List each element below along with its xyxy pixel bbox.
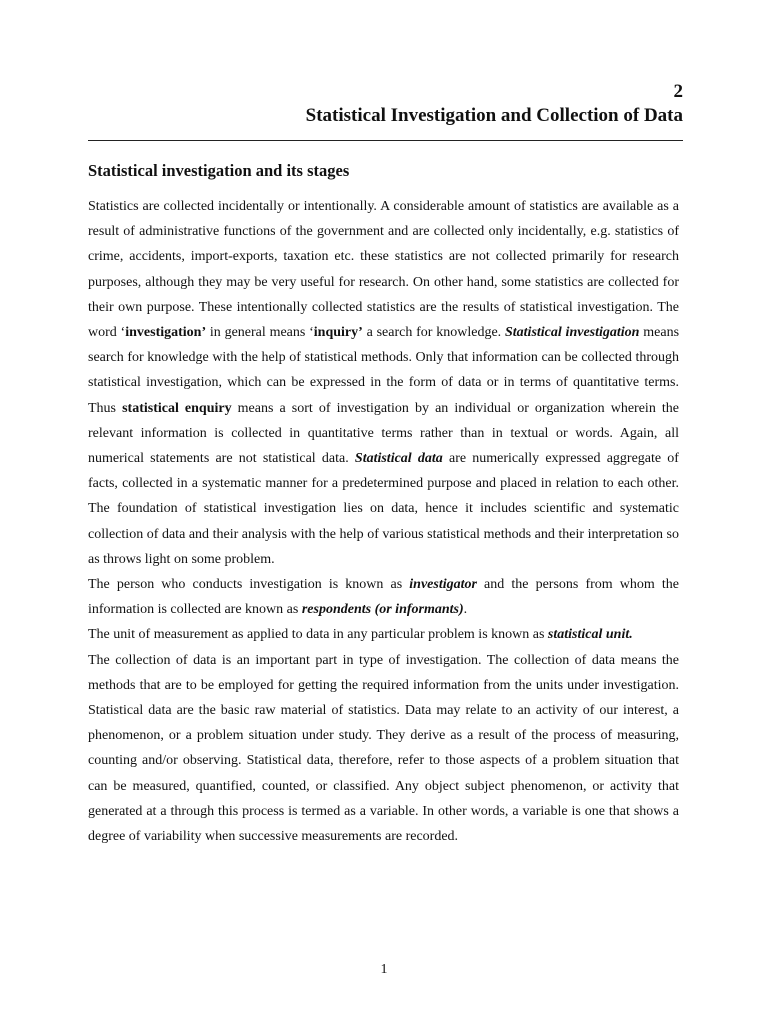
text-run: means search for knowledge with the help of statistical methods. Only that information can be collected through statistical investigation, which can be expressed in the form of data or in terms of quantitative terms. Thus (88, 325, 680, 416)
text-run: . (463, 602, 468, 618)
paragraph-investigator (88, 572, 679, 622)
term-statistical-data: Statistical data (354, 451, 443, 467)
text-run: Statistics are collected incidentally or intentionally. A considerable amount of statistics are available as a result of administrative functions of the government and are collected only incidentally, e.g. statistics of crime, accidents, import-exports, taxation etc. these statistics are not collected primarily for research purposes, although they may be very useful for research. On other hand, some statistics are collected for their own purpose. These intentionally collected statistics are the results of statistical investigation. The word ‘ (88, 199, 679, 341)
chapter-title: Statistical Investigation and Collection of Data (305, 105, 683, 126)
page-number: 1 (380, 962, 388, 977)
text-run: in general means ‘ (206, 325, 314, 341)
term-statistical-investigation: Statistical investigation (504, 325, 640, 341)
paragraph-statistical-unit (88, 622, 679, 647)
paragraph-collection-of-data (88, 648, 679, 850)
text-run: The collection of data is an important part in type of investigation. The collection of data means the methods that are to be employed for getting the required information from the units under investigation. Statistical data are the basic raw material of statistics. Data may relate to an activity of our interest, a phenomenon, or a problem situation under study. They derive as a result of the process of measuring, counting and/or observing. Statistical data, therefore, refer to those aspects of a problem situation that can be measured, quantified, counted, or classified. Any object subject phenomenon, or activity that generated at a through this process is termed as a variable. In other words, a variable is one that shows a degree of variability when successive measurements are recorded. (88, 652, 679, 845)
header-rule (88, 140, 683, 141)
term-statistical-enquiry: statistical enquiry (122, 400, 232, 416)
chapter-number: 2 (673, 81, 683, 102)
text-run: and the persons from whom the information is collected are known as (88, 577, 679, 618)
text-run: The person who conducts investigation is known as (88, 577, 410, 593)
term-statistical-unit: statistical unit. (547, 627, 633, 643)
text-run: a search for knowledge. (362, 325, 505, 341)
term-inquiry: inquiry’ (313, 325, 363, 341)
section-heading: Statistical investigation and its stages (88, 161, 350, 180)
term-respondents: respondents (or informants) (301, 602, 464, 618)
term-investigator: investigator (409, 577, 477, 593)
text-run: are numerically expressed aggregate of facts, collected in a systematic manner for a predetermined purpose and placed in relation to each other. The foundation of statistical investigation lies on data, hence it includes scientific and systematic collection of data and their analysis with the help of various statistical methods and their interpretation so as throws light on some problem. (88, 451, 679, 567)
text-run: means a sort of investigation by an individual or organization wherein the relevant information is collected in quantitative terms rather than in textual or words. Again, all numerical statements are not statistical data. (88, 400, 679, 467)
body-text (88, 194, 679, 849)
term-investigation: investigation’ (125, 325, 207, 341)
paragraph-investigation (88, 194, 679, 572)
text-run: The unit of measurement as applied to data in any particular problem is known as (88, 627, 548, 643)
